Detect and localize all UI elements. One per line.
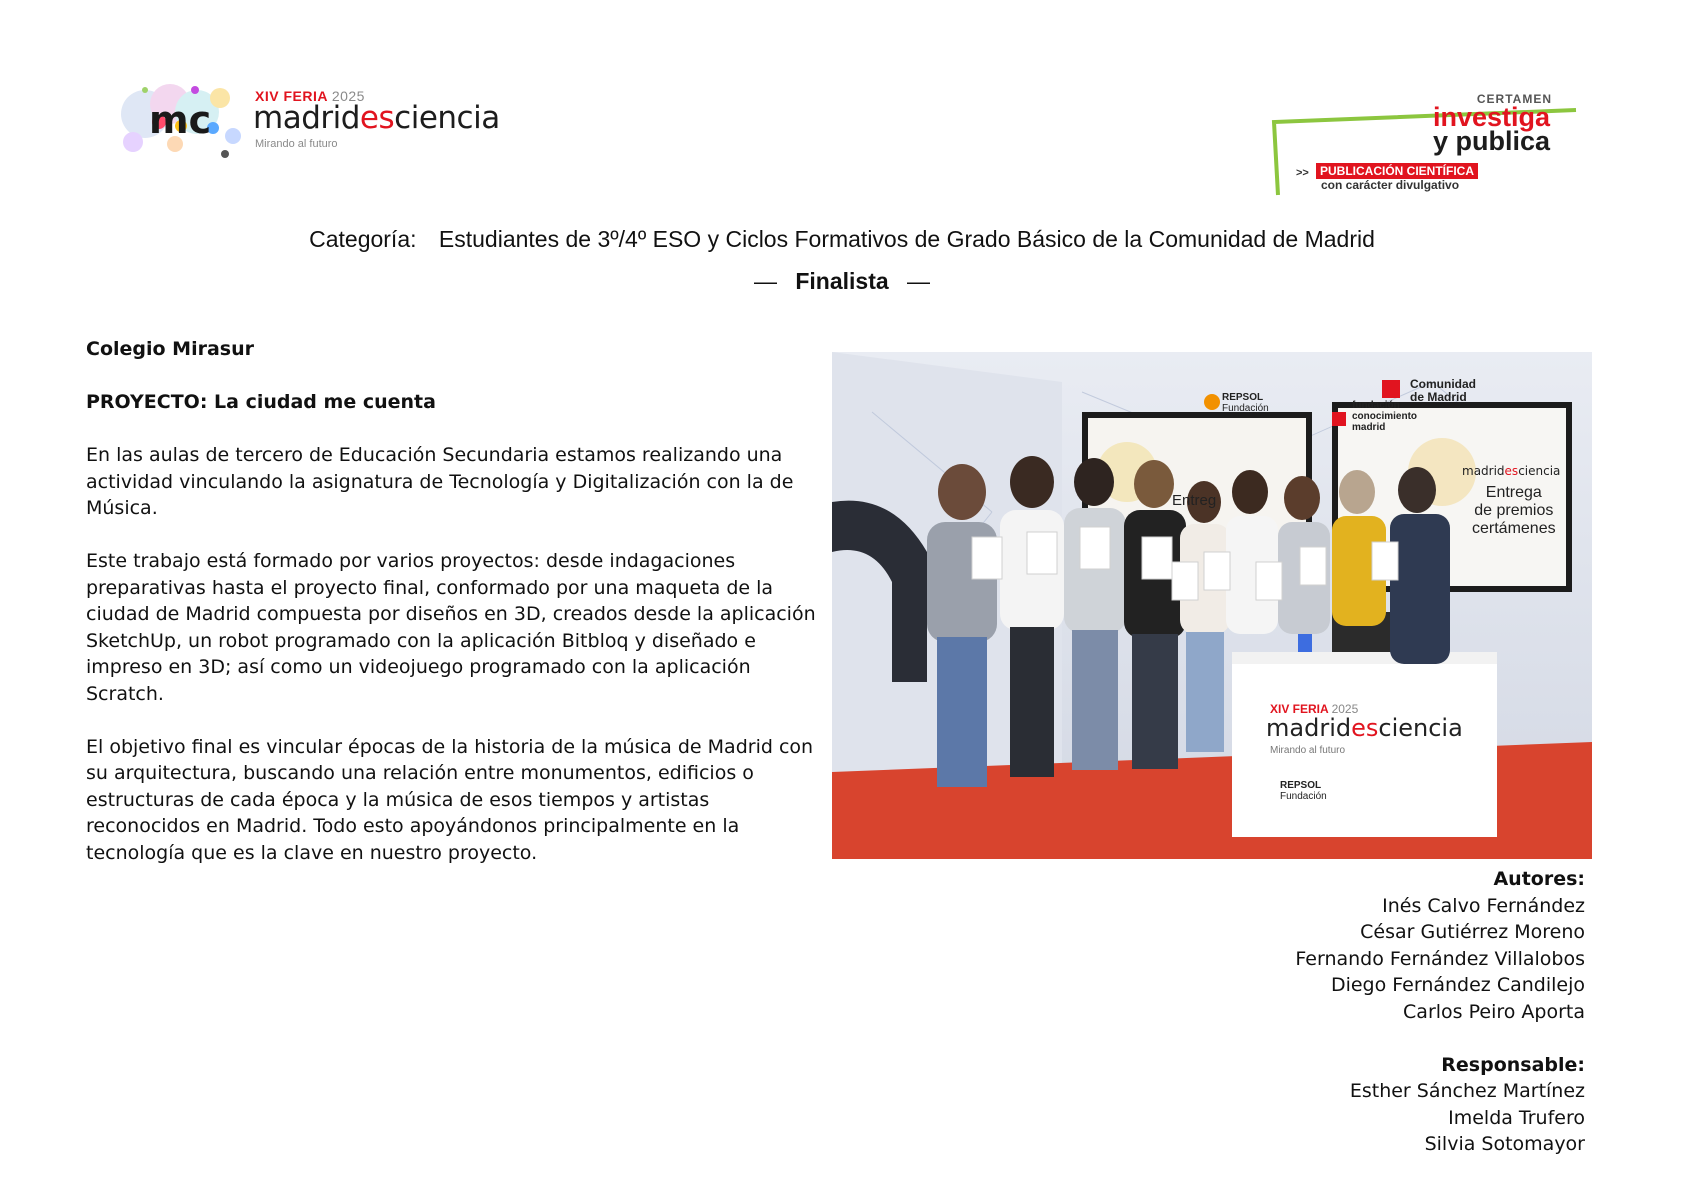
dash-right: — — [907, 268, 931, 294]
photo-desk-sponsor: REPSOL Fundación — [1280, 780, 1327, 802]
responsible-name: Esther Sánchez Martínez — [1349, 1080, 1585, 1102]
photo-sponsor3: Comunidad de Madrid — [1410, 377, 1476, 404]
category-value: Estudiantes de 3º/4º ESO y Ciclos Formativos de Grado Básico de la Comunidad de Madrid — [438, 226, 1375, 252]
photo-desk-tag: Mirando al futuro — [1270, 745, 1346, 756]
logo-investiga: investiga — [1432, 102, 1550, 132]
logo-tagline: Mirando al futuro — [255, 138, 338, 150]
photo-left-screen-text: Entreg — [1172, 492, 1217, 509]
category-heading — [0, 226, 1684, 253]
paragraph-2: Este trabajo está formado por varios proyectos: desde indagaciones preparativas hasta el proyecto final, conformado por una maqueta de la ciudad de Madrid compuesta por diseños en 3D, creados desde la aplicación SketchUp, un robot programado con la aplicación Bitbloq y diseñado e impreso en 3D; así como un videojuego programado con la aplicación Scratch. — [86, 550, 816, 705]
responsible-name: Imelda Trufero — [1448, 1106, 1585, 1129]
logo-mark: mc — [149, 98, 212, 142]
logo-arrows: >> — [1296, 167, 1309, 179]
status-label: Finalista — [795, 268, 889, 294]
photo-desk-brand: madridesciencia — [1266, 714, 1463, 742]
responsible-title: Responsable: — [1441, 1053, 1585, 1076]
madridesciencia-logo — [115, 74, 515, 169]
logo-feria: XIV FERIA 2025 — [255, 88, 365, 104]
logo-brand: madridesciencia — [253, 100, 500, 136]
photo-sponsor1: REPSOL Fundación — [1222, 392, 1269, 414]
author-name: Fernando Fernández Villalobos — [1295, 947, 1585, 970]
award-ceremony-photo — [832, 352, 1592, 859]
logo-badge: PUBLICACIÓN CIENTÍFICA — [1316, 163, 1478, 179]
author-name: Diego Fernández Candilejo — [1330, 974, 1585, 996]
photo-desk-feria: XIV FERIA 2025 — [1270, 702, 1359, 716]
logo-publica: y publica — [1432, 126, 1550, 156]
photo-sponsor2: fundación conocimiento madrid — [1352, 400, 1418, 433]
project-title: PROYECTO: La ciudad me cuenta — [86, 391, 436, 413]
status-heading — [0, 268, 1684, 295]
author-name: Inés Calvo Fernández — [1382, 894, 1585, 917]
author-name: Carlos Peiro Aporta — [1403, 1000, 1585, 1023]
investiga-publica-logo — [1246, 72, 1586, 196]
logo-subtitle: con carácter divulgativo — [1321, 178, 1460, 192]
logo-certamen: CERTAMEN — [1476, 92, 1552, 106]
dash-left: — — [753, 268, 777, 294]
photo-screen-text: Entrega de premios certámenes — [1472, 484, 1556, 537]
responsible-name: Silvia Sotomayor — [1424, 1133, 1585, 1155]
paragraph-3: El objetivo final es vincular épocas de la historia de la música de Madrid con su arquitectura, buscando una relación entre monumentos, edificios o estructuras de cada época y la música de esos tiempos y artistas reconocidos en Madrid. Todo esto apoyándonos principalmente en la tecnología que es la clave en nuestro proyecto. — [86, 735, 814, 864]
photo-illustration — [832, 352, 1592, 859]
authors-title: Autores: — [1493, 868, 1585, 890]
project-description — [86, 336, 826, 893]
spacer — [1295, 1025, 1585, 1052]
category-label: Categoría: — [309, 226, 417, 252]
paragraph-1: En las aulas de tercero de Educación Secundaria estamos realizando una actividad vinculando la asignatura de Tecnología y Digitalización con la de Música. — [86, 444, 794, 519]
credits — [1295, 866, 1585, 1158]
school-name: Colegio Mirasur — [86, 338, 254, 360]
photo-screen-brand: madridesciencia — [1462, 464, 1561, 478]
author-name: César Gutiérrez Moreno — [1360, 921, 1585, 943]
